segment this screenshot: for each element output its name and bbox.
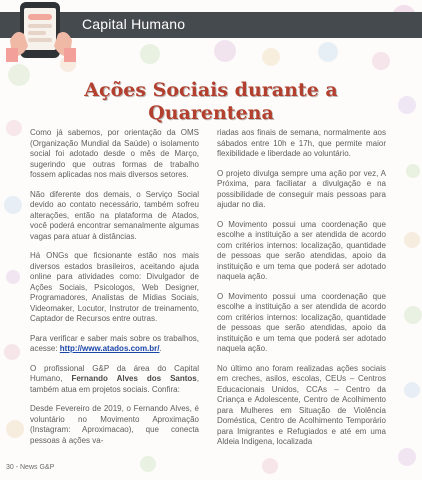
left-paragraph-3: Há ONGs que ficsionante estão nos mais diversos estados brasileiros, aceitando ajuda online para atividades como: Divulgador de Ações Sociais, Psicologos, Web Designer, Programadores, Analistas de Mídias Sociais, Videomaker, Locutor, Instrutor de treinamento, Captador de Recursos entre outras. [30,251,199,323]
article-title [40,79,382,125]
article-title-line-2: Quarentena [148,102,274,124]
professional-name: Fernando Alves dos Santos [71,374,197,383]
phone-hands-illustration-icon [6,0,76,62]
article-right-column [217,128,386,457]
left-paragraph-4 [30,334,199,355]
right-paragraph-5: No último ano foram realizadas ações sociais em creches, asilos, escolas, CEUs – Centros Educacionais Unidos, CCAs – Centro da Criança e Adolescente, Centro de Acolhimento para Mulheres em Situação de Violência Doméstica, Centro de Acolhimento Temporário para Imigrantes e Refugiados e até em uma Aldeia Indigena, localizada [217,363,386,446]
section-label: Capital Humano [82,16,186,32]
right-paragraph-4: O Movimento possui uma coordenação que escolhe a instituição a ser atendida de acordo com critérios internos: localização, quantidade de pessoas que serão atendidas, apoio da instituição e um tema que poderá ser adotado naquela ação. [217,291,386,353]
left-paragraph-5 [30,364,199,396]
professional-outro-text: , também atua em projetos sociais. Confira: [30,374,199,394]
article-left-column [30,128,199,455]
article-title-line-1: Ações Sociais durante a [84,79,338,101]
left-paragraph-1: Como já sabemos, por orientação da OMS (Organização Mundial da Saúde) o isolamento social foi adotado desde o mês de Março, sugerindo que outras formas de trabalho fossem aplicadas nos mais diversos setores. [30,128,199,179]
left-paragraph-6: Desde Fevereiro de 2019, o Fernando Alves, é voluntário no Movimento Aproximação (Instagram: Aproximacao), que conecta pessoas à ações va- [30,404,199,445]
atados-link[interactable]: http://www.atados.com.br/ [59,344,160,353]
right-paragraph-2: O projeto divulga sempre uma ação por vez, A Próxima, para faciliatar a divulgação e na possibilidade de conseguir mais pessoas para ajudar no dia. [217,168,386,209]
right-paragraph-1: riadas aos finais de semana, normalmente aos sábados entre 10h e 17h, que permite maior flexibilidade e liberdade ao voluntário. [217,128,386,158]
atados-intro-text: Para verificar e saber mais sobre os trabalhos, acesse: [30,333,199,353]
atados-period: . [159,344,162,353]
professional-intro-text: O profissional G&P da área do Capital Humano, [30,363,199,383]
left-paragraph-2: Não diferente dos demais, o Serviço Social devido ao contato necessário, também sofreu alterações, então na plataforma de Atados, você poderá encontrar semanalmente algumas vagas para atuar à distâncias. [30,189,199,241]
right-paragraph-3: O Movimento possui uma coordenação que escolhe a instituição a ser atendida de acordo com critérios internos: localização, quantidade de pessoas que serão atendidas, apoio da instituição e um tema que poderá ser adotado naquela ação. [217,219,386,281]
page-footer: 30 - News G&P [6,464,55,471]
